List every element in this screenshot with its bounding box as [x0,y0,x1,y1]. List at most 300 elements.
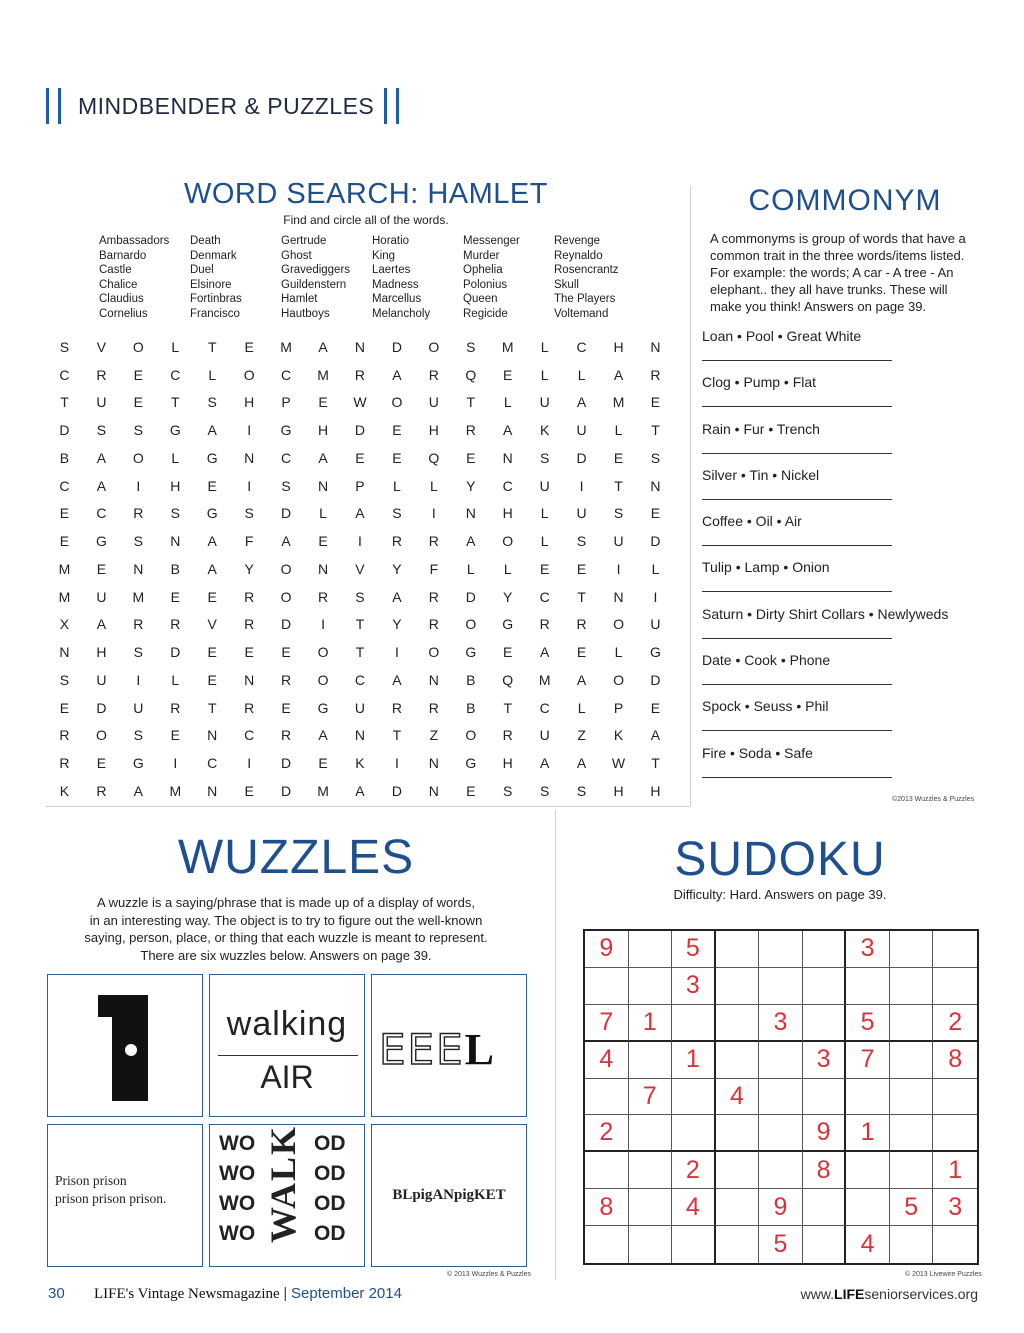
letter-cell[interactable]: G [206,449,218,466]
sudoku-cell[interactable] [629,1152,673,1189]
letter-cell[interactable]: D [281,782,292,799]
letter-cell[interactable]: K [613,727,624,744]
letter-cell[interactable]: E [59,699,70,716]
letter-cell[interactable]: R [465,422,476,439]
letter-cell[interactable]: A [281,533,291,550]
letter-cell[interactable]: U [650,616,661,633]
letter-cell[interactable]: L [171,338,180,355]
sudoku-cell[interactable] [629,968,673,1005]
letter-cell[interactable]: E [281,644,291,661]
sudoku-cell[interactable] [716,1189,760,1226]
letter-cell[interactable]: A [539,644,550,661]
letter-cell[interactable]: D [650,671,661,688]
letter-cell[interactable]: I [136,477,141,494]
letter-cell[interactable]: Y [466,477,476,494]
letter-cell[interactable]: N [170,533,181,550]
letter-cell[interactable]: N [428,782,439,799]
letter-cell[interactable]: R [170,699,181,716]
letter-cell[interactable]: O [428,338,440,355]
sudoku-cell[interactable] [716,931,760,968]
letter-cell[interactable]: S [59,671,70,688]
letter-cell[interactable]: A [207,560,217,577]
letter-cell[interactable]: H [317,422,329,439]
letter-cell[interactable]: R [539,616,550,633]
letter-cell[interactable]: E [392,422,402,439]
sudoku-cell[interactable] [759,1115,803,1152]
letter-cell[interactable]: S [244,505,254,522]
letter-cell[interactable]: G [169,422,181,439]
letter-cell[interactable]: C [96,505,107,522]
sudoku-cell[interactable] [803,1005,847,1042]
sudoku-cell[interactable]: 3 [672,968,716,1005]
sudoku-cell[interactable]: 5 [846,1005,890,1042]
letter-cell[interactable]: O [465,616,477,633]
letter-cell[interactable]: E [170,727,180,744]
letter-cell[interactable]: R [428,533,439,550]
commonym-answer-line[interactable] [702,499,892,500]
letter-cell[interactable]: U [428,394,439,411]
sudoku-cell[interactable]: 5 [672,931,716,968]
sudoku-cell[interactable] [846,1152,890,1189]
letter-cell[interactable]: N [465,505,476,522]
sudoku-cell[interactable] [759,1152,803,1189]
letter-cell[interactable]: S [576,782,587,799]
letter-cell[interactable]: Y [392,560,402,577]
letter-cell[interactable]: I [431,505,436,522]
sudoku-cell[interactable] [890,1152,934,1189]
letter-cell[interactable]: E [244,338,254,355]
sudoku-cell[interactable] [933,968,977,1005]
letter-cell[interactable]: D [391,338,402,355]
letter-cell[interactable]: U [96,394,107,411]
sudoku-cell[interactable]: 3 [933,1189,977,1226]
letter-cell[interactable]: L [171,671,180,688]
letter-cell[interactable]: R [281,671,292,688]
letter-cell[interactable]: G [465,755,477,772]
letter-cell[interactable]: U [613,533,624,550]
letter-cell[interactable]: D [281,505,292,522]
letter-cell[interactable]: K [355,755,365,772]
letter-cell[interactable]: E [318,394,328,411]
letter-cell[interactable]: E [503,644,513,661]
letter-cell[interactable]: M [280,338,292,355]
sudoku-cell[interactable] [933,1079,977,1116]
letter-cell[interactable]: A [207,422,217,439]
sudoku-cell[interactable]: 2 [585,1115,629,1152]
letter-cell[interactable]: I [173,755,178,772]
letter-cell[interactable]: W [611,755,626,772]
commonym-answer-line[interactable] [702,453,892,454]
letter-cell[interactable]: D [391,782,402,799]
letter-cell[interactable]: O [502,533,514,550]
letter-cell[interactable]: V [207,616,217,633]
letter-cell[interactable]: S [576,533,587,550]
letter-cell[interactable]: U [354,699,366,716]
letter-cell[interactable]: T [577,588,586,605]
letter-cell[interactable]: I [616,560,621,577]
letter-cell[interactable]: S [133,533,144,550]
letter-cell[interactable]: G [206,505,218,522]
letter-cell[interactable]: O [428,644,440,661]
sudoku-cell[interactable] [846,1189,890,1226]
sudoku-cell[interactable]: 8 [933,1042,977,1079]
letter-cell[interactable]: E [207,588,217,605]
sudoku-cell[interactable]: 8 [585,1189,629,1226]
letter-cell[interactable]: H [96,644,107,661]
sudoku-cell[interactable] [716,1042,760,1079]
letter-cell[interactable]: R [244,616,255,633]
letter-cell[interactable]: T [355,616,365,633]
letter-cell[interactable]: O [280,588,292,605]
letter-cell[interactable]: R [502,727,513,744]
letter-cell[interactable]: L [208,366,217,383]
letter-cell[interactable]: H [502,505,513,522]
letter-cell[interactable]: D [281,616,292,633]
letter-cell[interactable]: E [244,782,254,799]
sudoku-cell[interactable] [716,1152,760,1189]
letter-cell[interactable]: L [540,338,549,355]
letter-cell[interactable]: G [502,616,514,633]
sudoku-cell[interactable] [629,1042,673,1079]
letter-cell[interactable]: N [354,338,366,355]
letter-cell[interactable]: N [244,671,255,688]
letter-cell[interactable]: B [170,560,180,577]
sudoku-cell[interactable] [629,1189,673,1226]
letter-cell[interactable]: G [95,533,107,550]
sudoku-cell[interactable]: 2 [672,1152,716,1189]
letter-cell[interactable]: E [539,560,550,577]
letter-cell[interactable]: A [466,533,476,550]
letter-cell[interactable]: S [392,505,402,522]
letter-cell[interactable]: I [136,671,141,688]
letter-cell[interactable]: D [354,422,366,439]
letter-cell[interactable]: E [96,755,107,772]
sudoku-cell[interactable]: 4 [672,1189,716,1226]
sudoku-cell[interactable]: 3 [759,1005,803,1042]
commonym-answer-line[interactable] [702,777,892,778]
sudoku-cell[interactable] [629,931,673,968]
letter-cell[interactable]: E [96,560,107,577]
letter-cell[interactable]: R [576,616,587,633]
letter-cell[interactable]: R [428,699,439,716]
letter-cell[interactable]: A [318,449,328,466]
letter-cell[interactable]: A [576,394,587,411]
letter-cell[interactable]: R [59,755,70,772]
letter-cell[interactable]: A [96,616,107,633]
letter-cell[interactable]: T [392,727,402,744]
letter-cell[interactable]: F [429,560,439,577]
letter-cell[interactable]: I [247,422,252,439]
letter-cell[interactable]: E [318,533,328,550]
letter-cell[interactable]: Y [392,616,402,633]
sudoku-cell[interactable] [890,1226,934,1263]
sudoku-cell[interactable] [716,1226,760,1263]
sudoku-cell[interactable] [759,1042,803,1079]
letter-cell[interactable]: R [428,616,439,633]
letter-cell[interactable]: I [358,533,362,550]
letter-cell[interactable]: U [539,394,550,411]
letter-cell[interactable]: C [170,366,181,383]
letter-cell[interactable]: M [58,588,71,605]
letter-cell[interactable]: Q [465,366,477,383]
letter-cell[interactable]: R [317,588,329,605]
letter-cell[interactable]: S [133,422,144,439]
letter-cell[interactable]: N [650,477,661,494]
letter-cell[interactable]: V [96,338,107,355]
letter-cell[interactable]: D [59,422,70,439]
sudoku-cell[interactable] [759,1079,803,1116]
letter-cell[interactable]: I [394,755,399,772]
sudoku-cell[interactable] [933,1115,977,1152]
sudoku-cell[interactable] [803,1226,847,1263]
letter-cell[interactable]: O [317,671,329,688]
letter-cell[interactable]: H [170,477,181,494]
letter-cell[interactable]: E [133,394,144,411]
letter-cell[interactable]: S [539,449,550,466]
letter-cell[interactable]: P [355,477,365,494]
sudoku-cell[interactable] [933,1226,977,1263]
commonym-answer-line[interactable] [702,638,892,639]
letter-cell[interactable]: T [207,699,217,716]
letter-cell[interactable]: N [317,560,329,577]
letter-cell[interactable]: H [244,394,255,411]
letter-cell[interactable]: O [132,338,144,355]
letter-cell[interactable]: H [613,782,624,799]
letter-cell[interactable]: U [576,505,587,522]
sudoku-cell[interactable]: 4 [716,1079,760,1116]
sudoku-cell[interactable]: 8 [803,1152,847,1189]
letter-cell[interactable]: C [539,588,550,605]
letter-cell[interactable]: L [466,560,475,577]
letter-cell[interactable]: N [207,727,218,744]
letter-cell[interactable]: L [503,560,512,577]
letter-cell[interactable]: E [576,644,587,661]
letter-cell[interactable]: E [207,671,217,688]
letter-cell[interactable]: R [133,616,144,633]
letter-cell[interactable]: E [650,505,661,522]
letter-cell[interactable]: A [392,671,402,688]
letter-cell[interactable]: L [540,366,549,383]
letter-cell[interactable]: T [207,338,217,355]
letter-cell[interactable]: R [281,727,292,744]
sudoku-cell[interactable] [890,1115,934,1152]
sudoku-cell[interactable] [803,1189,847,1226]
letter-cell[interactable]: E [650,394,661,411]
letter-cell[interactable]: L [614,644,623,661]
letter-cell[interactable]: C [59,477,70,494]
letter-cell[interactable]: B [466,671,476,688]
letter-cell[interactable]: E [355,449,365,466]
letter-cell[interactable]: E [170,588,180,605]
letter-cell[interactable]: Q [428,449,440,466]
sudoku-cell[interactable] [585,1079,629,1116]
sudoku-cell[interactable]: 3 [846,931,890,968]
letter-cell[interactable]: T [614,477,623,494]
sudoku-cell[interactable]: 9 [759,1189,803,1226]
letter-cell[interactable]: N [59,644,70,661]
letter-cell[interactable]: R [391,533,402,550]
letter-cell[interactable]: P [613,699,624,716]
sudoku-cell[interactable] [672,1079,716,1116]
letter-cell[interactable]: A [392,366,402,383]
letter-cell[interactable]: I [247,477,252,494]
sudoku-cell[interactable]: 1 [629,1005,673,1042]
letter-cell[interactable]: A [539,755,550,772]
letter-cell[interactable]: C [244,727,255,744]
letter-cell[interactable]: E [244,644,254,661]
letter-cell[interactable]: L [651,560,660,577]
letter-cell[interactable]: T [651,755,660,772]
sudoku-cell[interactable] [890,1005,934,1042]
letter-cell[interactable]: G [465,644,477,661]
sudoku-cell[interactable]: 7 [846,1042,890,1079]
letter-cell[interactable]: U [96,588,107,605]
letter-cell[interactable]: E [392,449,402,466]
letter-cell[interactable]: L [577,366,586,383]
sudoku-cell[interactable] [672,1005,716,1042]
sudoku-cell[interactable] [890,1042,934,1079]
letter-cell[interactable]: A [96,477,107,494]
letter-cell[interactable]: T [60,394,69,411]
letter-cell[interactable]: D [170,644,181,661]
letter-cell[interactable]: L [577,699,586,716]
letter-cell[interactable]: O [95,727,107,744]
commonym-answer-line[interactable] [702,591,892,592]
sudoku-cell[interactable]: 7 [629,1079,673,1116]
letter-cell[interactable]: A [650,727,661,744]
letter-cell[interactable]: N [317,477,329,494]
sudoku-cell[interactable] [803,1079,847,1116]
letter-cell[interactable]: Y [503,588,513,605]
sudoku-cell[interactable] [716,968,760,1005]
sudoku-cell[interactable] [716,1115,760,1152]
letter-cell[interactable]: E [318,755,328,772]
letter-cell[interactable]: L [614,422,623,439]
letter-cell[interactable]: M [169,782,182,799]
letter-cell[interactable]: O [280,560,292,577]
letter-cell[interactable]: I [321,616,325,633]
letter-cell[interactable]: C [354,671,366,688]
letter-cell[interactable]: U [539,477,550,494]
letter-cell[interactable]: E [466,782,476,799]
letter-cell[interactable]: R [170,616,181,633]
commonym-answer-line[interactable] [702,730,892,731]
letter-cell[interactable]: T [651,422,660,439]
sudoku-cell[interactable]: 1 [846,1115,890,1152]
letter-cell[interactable]: Z [577,727,586,744]
letter-cell[interactable]: I [247,755,252,772]
letter-cell[interactable]: D [465,588,476,605]
letter-cell[interactable]: L [503,394,512,411]
letter-cell[interactable]: P [281,394,291,411]
letter-cell[interactable]: N [650,338,661,355]
letter-cell[interactable]: R [650,366,661,383]
letter-cell[interactable]: T [503,699,512,716]
sudoku-cell[interactable]: 2 [933,1005,977,1042]
sudoku-cell[interactable] [803,968,847,1005]
sudoku-cell[interactable]: 9 [803,1115,847,1152]
letter-cell[interactable]: C [502,477,513,494]
letter-cell[interactable]: D [650,533,661,550]
sudoku-cell[interactable] [585,1152,629,1189]
letter-cell[interactable]: S [466,338,476,355]
letter-cell[interactable]: U [539,727,550,744]
sudoku-cell[interactable] [933,931,977,968]
letter-cell[interactable]: C [576,338,587,355]
sudoku-cell[interactable]: 4 [585,1042,629,1079]
letter-cell[interactable]: G [650,644,661,661]
letter-cell[interactable]: Q [502,671,514,688]
sudoku-cell[interactable] [629,1115,673,1152]
letter-cell[interactable]: E [650,699,661,716]
letter-cell[interactable]: U [133,699,144,716]
letter-cell[interactable]: G [132,755,144,772]
letter-cell[interactable]: I [653,588,658,605]
letter-cell[interactable]: R [354,366,366,383]
letter-cell[interactable]: I [579,477,584,494]
letter-cell[interactable]: V [355,560,365,577]
letter-cell[interactable]: G [317,699,329,716]
letter-cell[interactable]: S [355,588,365,605]
letter-cell[interactable]: B [59,449,70,466]
letter-cell[interactable]: O [613,671,624,688]
sudoku-cell[interactable] [846,1079,890,1116]
letter-cell[interactable]: C [59,366,70,383]
letter-cell[interactable]: A [318,727,328,744]
letter-cell[interactable]: W [353,394,367,411]
letter-cell[interactable]: O [243,366,255,383]
letter-cell[interactable]: S [96,422,107,439]
sudoku-cell[interactable] [759,931,803,968]
letter-cell[interactable]: H [428,422,439,439]
letter-cell[interactable]: A [318,338,328,355]
letter-cell[interactable]: B [466,699,476,716]
letter-cell[interactable]: A [207,533,217,550]
letter-cell[interactable]: A [613,366,624,383]
sudoku-cell[interactable]: 4 [846,1226,890,1263]
letter-cell[interactable]: O [465,727,477,744]
letter-cell[interactable]: L [171,449,180,466]
letter-cell[interactable]: S [133,727,144,744]
letter-cell[interactable]: R [133,505,144,522]
letter-cell[interactable]: R [96,782,107,799]
sudoku-cell[interactable]: 9 [585,931,629,968]
letter-cell[interactable]: T [355,644,365,661]
letter-cell[interactable]: R [244,699,255,716]
letter-cell[interactable]: U [576,422,587,439]
sudoku-cell[interactable] [803,931,847,968]
letter-cell[interactable]: L [540,533,549,550]
sudoku-cell[interactable]: 3 [803,1042,847,1079]
letter-cell[interactable]: L [319,505,327,522]
letter-cell[interactable]: N [428,671,439,688]
sudoku-cell[interactable]: 1 [933,1152,977,1189]
sudoku-cell[interactable]: 5 [890,1189,934,1226]
letter-cell[interactable]: K [539,422,550,439]
letter-cell[interactable]: O [317,644,329,661]
sudoku-cell[interactable] [846,968,890,1005]
sudoku-cell[interactable] [890,968,934,1005]
letter-cell[interactable]: N [207,782,218,799]
letter-cell[interactable]: T [466,394,476,411]
website-url[interactable] [801,1286,978,1302]
sudoku-cell[interactable] [759,968,803,1005]
letter-cell[interactable]: N [502,449,513,466]
letter-cell[interactable]: X [59,616,70,633]
letter-cell[interactable]: E [503,366,513,383]
letter-cell[interactable]: E [613,449,624,466]
letter-cell[interactable]: S [207,394,217,411]
